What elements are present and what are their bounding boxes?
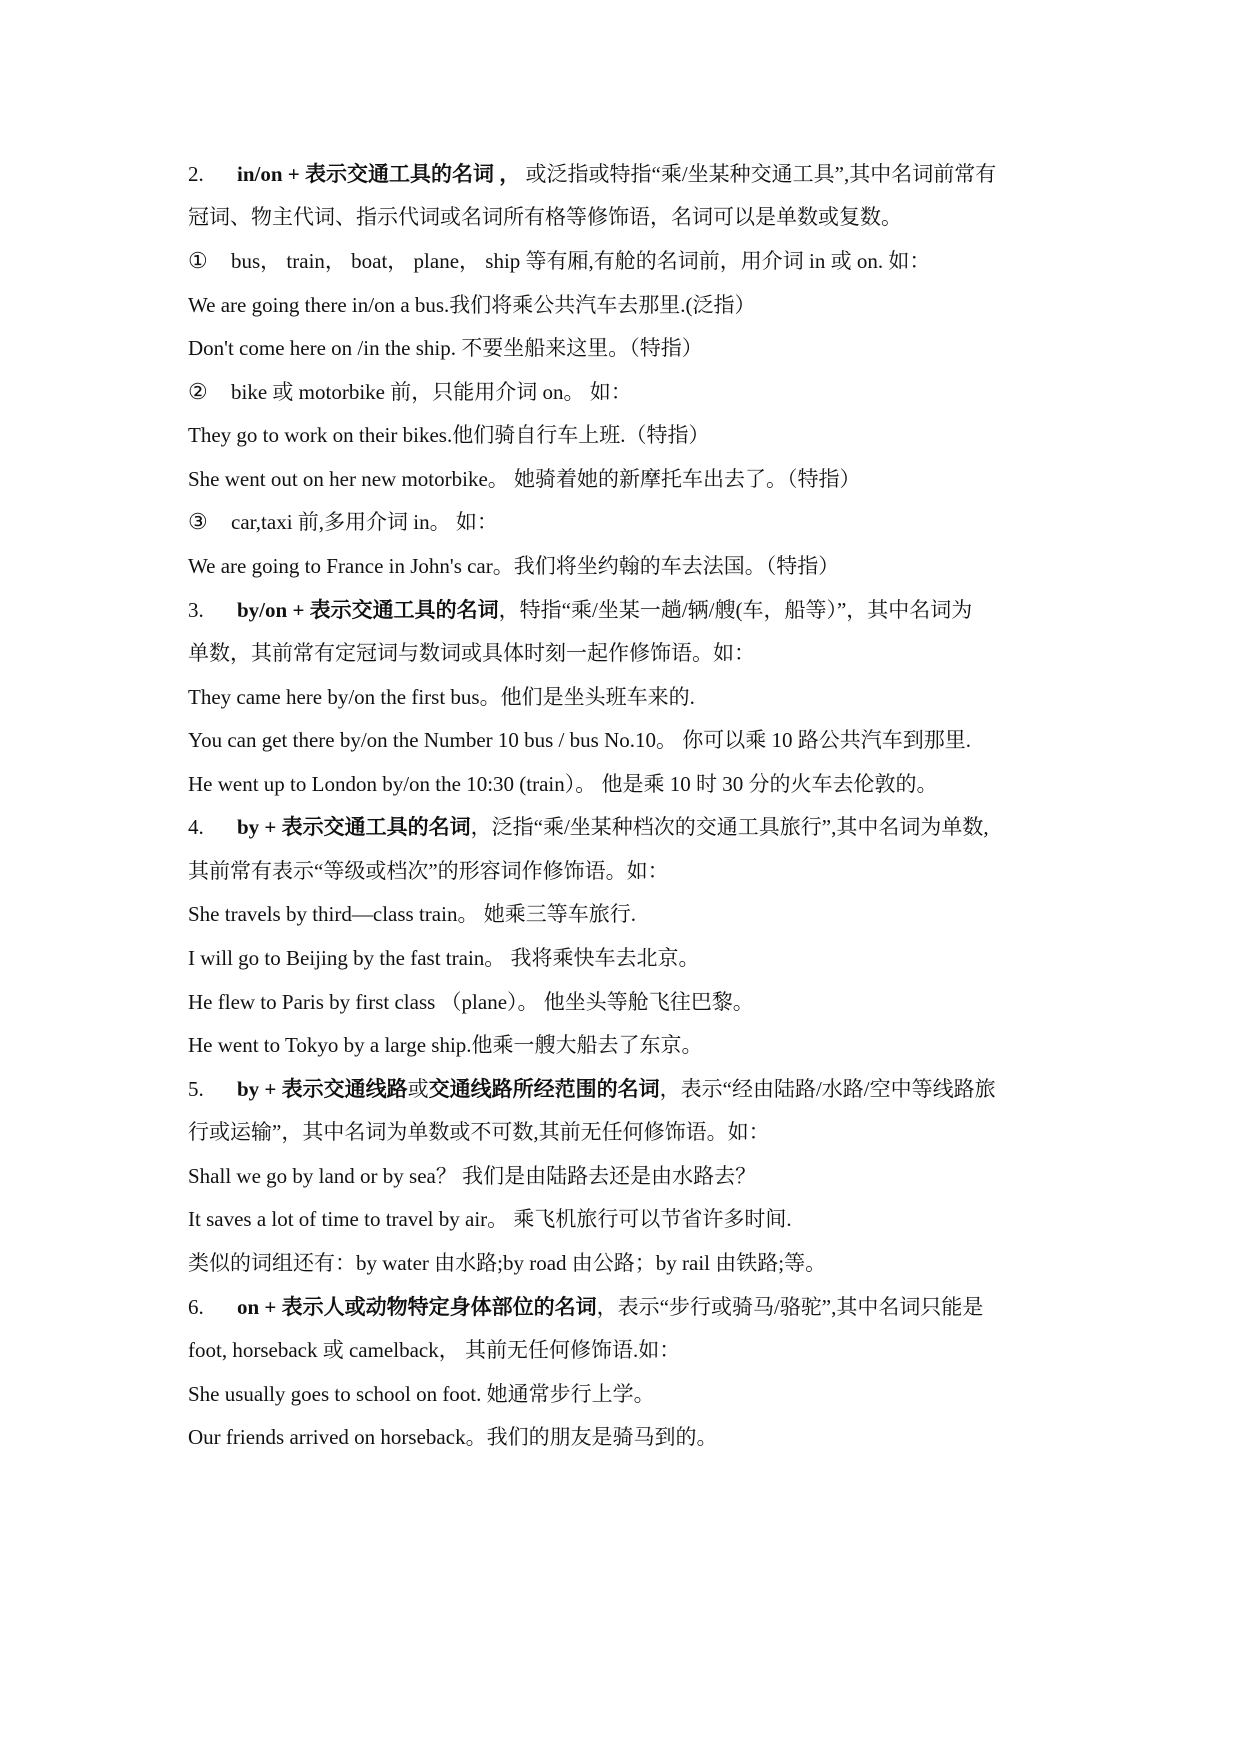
example-line [188, 1377, 1088, 1411]
line-text: foot, horseback 或 camelback， 其前无任何修饰语.如： [188, 1338, 681, 1362]
text-line [188, 200, 1088, 234]
example-line [188, 723, 1088, 757]
line-text: 行或运输”，其中名词为单数或不可数,其前无任何修饰语。如： [188, 1120, 770, 1144]
example-line [188, 1159, 1088, 1193]
line-text: bus， train， boat， plane， ship 等有厢,有舱的名词前，用介词 in 或 on. 如： [231, 249, 931, 273]
item-number: 4. [188, 815, 204, 839]
bold-phrase: by/on + 表示交通工具的名词 [237, 598, 499, 622]
line-text: 其前常有表示“等级或档次”的形容词作修饰语。如： [188, 859, 669, 883]
line-text: ，泛指“乘/坐某种档次的交通工具旅行”,其中名词为单数, [470, 815, 989, 839]
bold-phrase: by + 表示交通线路 [237, 1077, 408, 1101]
example-line [188, 941, 1088, 975]
circled-number: ① [188, 248, 208, 273]
item-number: 5. [188, 1077, 204, 1101]
line-text: He flew to Paris by first class （plane）。 他坐头等舱飞往巴黎。 [188, 990, 754, 1014]
example-line [188, 767, 1088, 801]
subitem-3 [188, 505, 1088, 539]
item-number: 6. [188, 1295, 204, 1319]
text-line [188, 1333, 1088, 1367]
text-line [188, 854, 1088, 888]
line-text: He went to Tokyo by a large ship.他乘一艘大船去了东京。 [188, 1033, 703, 1057]
circled-number: ③ [188, 509, 208, 534]
line-text: He went up to London by/on the 10:30 (train）。 他是乘 10 时 30 分的火车去伦敦的。 [188, 772, 938, 796]
example-line [188, 1202, 1088, 1236]
bold-phrase: on + 表示人或动物特定身体部位的名词 [237, 1295, 597, 1319]
item-number: 2. [188, 162, 204, 186]
subitem-2 [188, 375, 1088, 409]
example-line [188, 1028, 1088, 1062]
section-3-heading [188, 593, 1088, 627]
line-text: She travels by third—class train。 她乘三等车旅行. [188, 902, 636, 926]
line-text: ，表示“步行或骑马/骆驼”,其中名词只能是 [596, 1295, 984, 1319]
circled-number: ② [188, 379, 208, 404]
line-text: 单数，其前常有定冠词与数词或具体时刻一起作修饰语。如： [188, 641, 755, 665]
line-text: They go to work on their bikes.他们骑自行车上班.（特指） [188, 423, 710, 447]
line-text: 类似的词组还有：by water 由水路;by road 由公路；by rail 由铁路;等。 [188, 1251, 827, 1275]
line-text: car,taxi 前,多用介词 in。 如： [231, 510, 498, 534]
subitem-1 [188, 244, 1088, 278]
line-text: They came here by/on the first bus。他们是坐头班车来的. [188, 685, 695, 709]
line-text: ，表示“经由陆路/水路/空中等线路旅 [659, 1077, 996, 1101]
example-line [188, 331, 1088, 365]
example-line [188, 418, 1088, 452]
line-text: It saves a lot of time to travel by air。 乘飞机旅行可以节省许多时间. [188, 1207, 792, 1231]
connector-text: 或 [407, 1077, 429, 1101]
example-line [188, 462, 1088, 496]
section-4-heading [188, 810, 1088, 844]
example-line [188, 680, 1088, 714]
line-text: You can get there by/on the Number 10 bus / bus No.10。 你可以乘 10 路公共汽车到那里. [188, 728, 971, 752]
section-2-heading [188, 157, 1088, 191]
line-text: She usually goes to school on foot. 她通常步行上学。 [188, 1382, 655, 1406]
example-line [188, 897, 1088, 931]
line-text: Shall we go by land or by sea？ 我们是由陆路去还是由水路去？ [188, 1164, 757, 1188]
example-line [188, 985, 1088, 1019]
line-text: We are going to France in John's car。我们将坐约翰的车去法国。（特指） [188, 554, 840, 578]
example-line [188, 549, 1088, 583]
line-text: Don't come here on /in the ship. 不要坐船来这里。（特指） [188, 336, 703, 360]
line-text: 冠词、物主代词、指示代词或名词所有格等修饰语，名词可以是单数或复数。 [188, 205, 902, 229]
line-text: ，特指“乘/坐某一趟/辆/艘(车，船等）”，其中名词为 [498, 598, 973, 622]
bold-phrase: by + 表示交通工具的名词 [237, 815, 471, 839]
bold-phrase: 交通线路所经范围的名词 [428, 1077, 660, 1101]
section-6-heading [188, 1290, 1088, 1324]
text-line [188, 1115, 1088, 1149]
line-text: bike 或 motorbike 前，只能用介词 on。 如： [231, 380, 632, 404]
line-text: 或泛指或特指“乘/坐某种交通工具”,其中名词前常有 [525, 162, 997, 186]
text-line [188, 636, 1088, 670]
line-text: We are going there in/on a bus.我们将乘公共汽车去那里.(泛指） [188, 293, 756, 317]
line-text: Our friends arrived on horseback。我们的朋友是骑马到的。 [188, 1425, 718, 1449]
text-line [188, 1246, 1088, 1280]
item-number: 3. [188, 598, 204, 622]
line-text: I will go to Beijing by the fast train。 我将乘快车去北京。 [188, 946, 700, 970]
example-line [188, 1420, 1088, 1454]
example-line [188, 288, 1088, 322]
line-text: She went out on her new motorbike。 她骑着她的新摩托车出去了。（特指） [188, 467, 861, 491]
bold-phrase: in/on + 表示交通工具的名词 ， [237, 162, 521, 186]
section-5-heading [188, 1072, 1088, 1106]
